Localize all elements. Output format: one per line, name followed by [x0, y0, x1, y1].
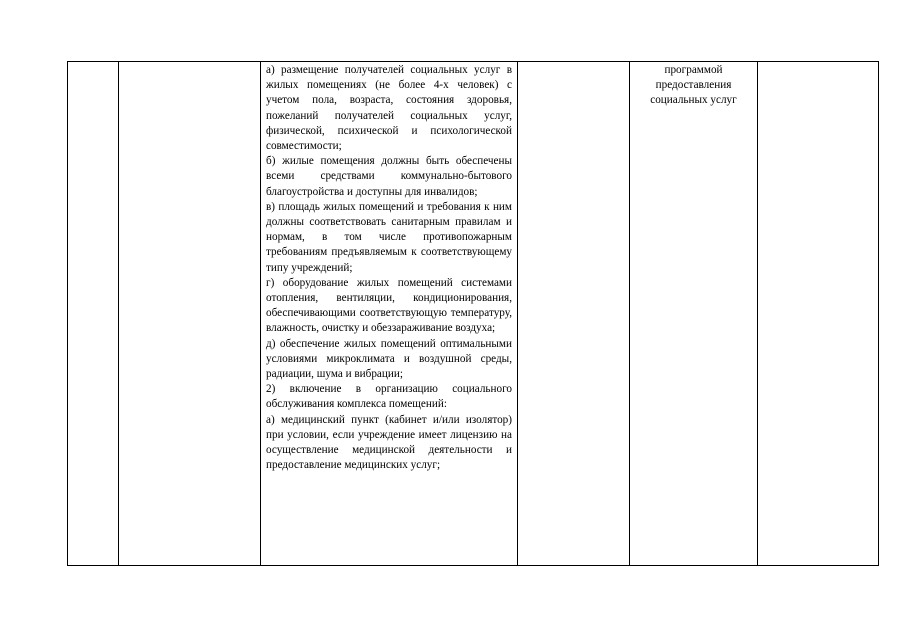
table-cell-program — [630, 62, 758, 566]
paragraph-b-living-rooms: б) жилые помещения должны быть обеспечены всеми средствами коммунально-бытового благоустройства и доступны для инвалидов; — [266, 155, 512, 198]
document-table — [67, 61, 879, 566]
paragraph-v-room-area: в) площадь жилых помещений и требования к ним должны соответствовать санитарным правилам и нормам, в том числе противопожарным требованиям предъявляемым к соответствующему типу учреждений; — [266, 200, 512, 274]
requirements-text — [261, 62, 517, 473]
program-line: социальных услуг — [650, 94, 737, 107]
program-text — [630, 62, 757, 109]
table-row — [68, 62, 879, 566]
table-cell-number — [68, 62, 119, 566]
table-cell-service-name — [119, 62, 261, 566]
program-line: программой — [664, 64, 723, 76]
paragraph-g-equipment: г) оборудование жилых помещений системами отопления, вентиляции, кондиционирования, обеспечивающими соответствующую температуру, влажность, очистку и обеззараживание воздуха; — [266, 276, 512, 335]
paragraph-d-microclimate: д) обеспечение жилых помещений оптимальными условиями микроклимата и воздушной среды, радиации, шума и вибрации; — [266, 337, 512, 381]
program-line: предоставления — [655, 79, 732, 92]
table-cell-last — [758, 62, 879, 566]
table-cell-empty — [518, 62, 630, 566]
paragraph-a-placement: а) размещение получателей социальных услуг в жилых помещениях (не более 4-х человек) с учетом пола, возраста, состояния здоровья, пожеланий получателей социальных услуг, физической, психической и психологической совместимости; — [266, 64, 512, 153]
paragraph-a-medical-point: а) медицинский пункт (кабинет и/или изолятор) при условии, если учреждение имеет лицензию на осуществление медицинской деятельности и предоставление медицинских услуг; — [266, 413, 512, 472]
table-cell-requirements — [261, 62, 518, 566]
paragraph-2-rooms-complex: 2) включение в организацию социального обслуживания комплекса помещений: — [266, 383, 512, 411]
